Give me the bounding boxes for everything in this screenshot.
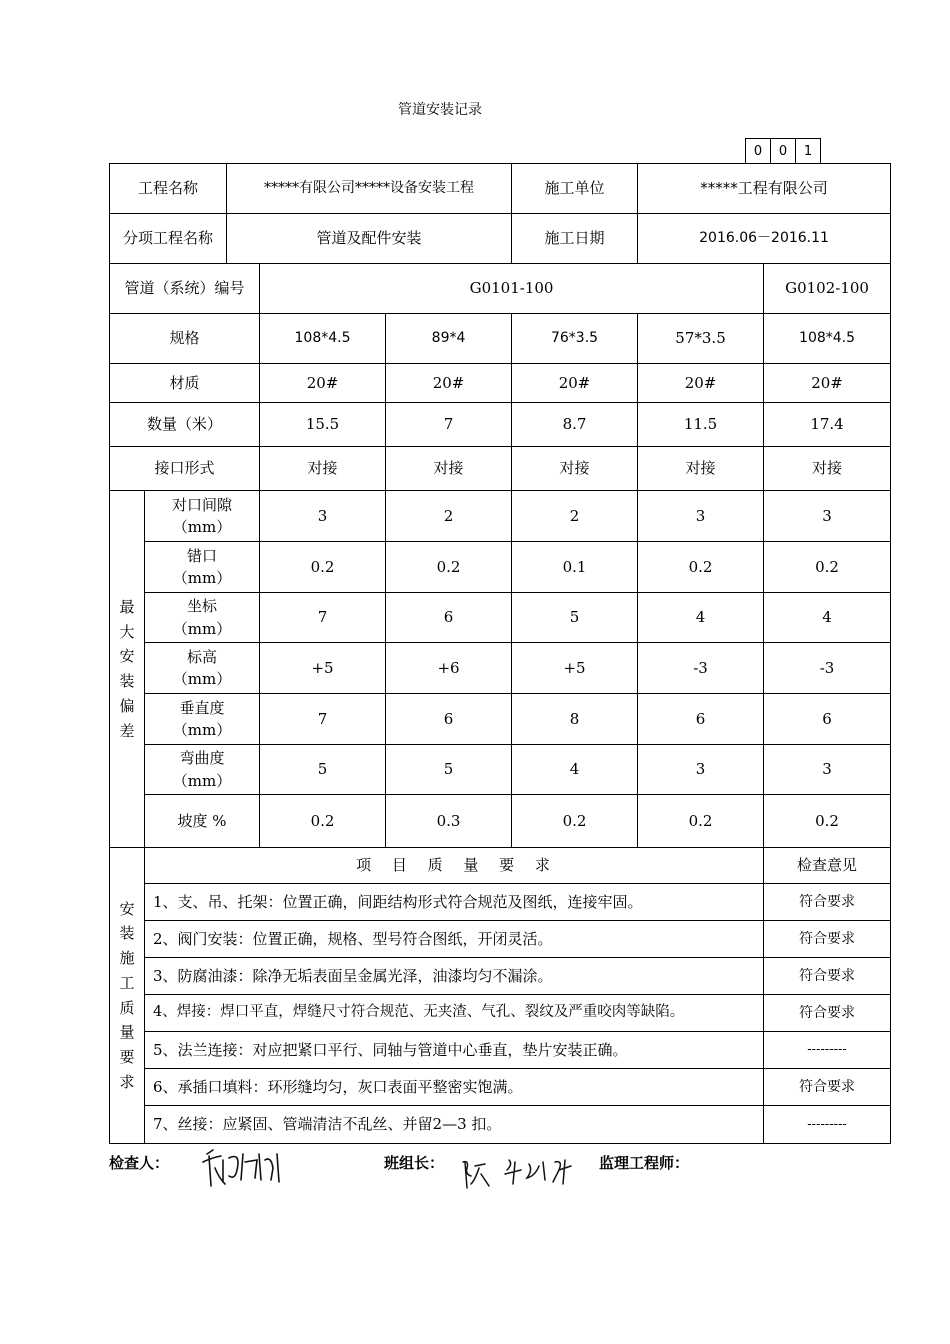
requirement-item: 5、法兰连接：对应把紧口平行、同轴与管道中心垂直，垫片安装正确。	[145, 1032, 764, 1069]
material-cell: 20#	[512, 364, 638, 403]
deviation-cell: 5	[386, 745, 512, 795]
deviation-row-label: 标高 （mm）	[145, 643, 260, 694]
slope-label: 坡度 %	[145, 795, 260, 848]
date-value: 2016.06－2016.11	[638, 214, 891, 264]
opinion-cell: 符合要求	[764, 1069, 891, 1106]
deviation-cell: 8	[512, 694, 638, 745]
pipe-no-value-1: G0101-100	[260, 264, 764, 314]
spec-cell: 108*4.5	[260, 314, 386, 364]
deviation-cell: 3	[764, 491, 891, 542]
deviation-group-label: 最 大 安 装 偏 差	[110, 491, 145, 848]
deviation-cell: 0.2	[260, 542, 386, 593]
opinion-cell: 符合要求	[764, 995, 891, 1032]
slope-cell: 0.2	[512, 795, 638, 848]
requirement-item: 6、承插口填料：环形缝均匀，灰口表面平整密实饱满。	[145, 1069, 764, 1106]
joint-cell: 对接	[638, 447, 764, 491]
quantity-label: 数量（米）	[110, 403, 260, 447]
deviation-cell: 6	[764, 694, 891, 745]
deviation-cell: 5	[512, 593, 638, 643]
deviation-cell: 6	[386, 694, 512, 745]
joint-cell: 对接	[386, 447, 512, 491]
document-number	[745, 138, 821, 164]
deviation-cell: 6	[638, 694, 764, 745]
record-table	[109, 163, 891, 1144]
deviation-cell: 2	[512, 491, 638, 542]
sub-project-label: 分项工程名称	[110, 214, 227, 264]
supervisor-label: 监理工程师：	[599, 1154, 690, 1172]
spec-cell: 76*3.5	[512, 314, 638, 364]
contractor-value: *****工程有限公司	[638, 164, 891, 214]
quality-group-label: 安 装 施 工 质 量 要 求	[110, 848, 145, 1144]
deviation-cell: 0.2	[638, 542, 764, 593]
quantity-cell: 15.5	[260, 403, 386, 447]
requirement-item: 7、丝接：应紧固、管端清洁不乱丝、并留2—3 扣。	[145, 1106, 764, 1144]
slope-cell: 0.3	[386, 795, 512, 848]
doc-no-digit: 0	[771, 139, 796, 164]
page-title: 管道安装记录	[398, 102, 482, 118]
deviation-row-label: 对口间隙 （mm）	[145, 491, 260, 542]
deviation-cell: 6	[386, 593, 512, 643]
team-leader-label: 班组长：	[384, 1154, 445, 1172]
slope-cell: 0.2	[260, 795, 386, 848]
opinion-cell: 符合要求	[764, 958, 891, 995]
quantity-cell: 17.4	[764, 403, 891, 447]
deviation-cell: 3	[260, 491, 386, 542]
deviation-row-label: 弯曲度 （mm）	[145, 745, 260, 795]
joint-cell: 对接	[260, 447, 386, 491]
deviation-cell: +5	[512, 643, 638, 694]
deviation-cell: 0.2	[764, 542, 891, 593]
quantity-cell: 8.7	[512, 403, 638, 447]
opinion-header: 检查意见	[764, 848, 891, 884]
deviation-cell: 3	[764, 745, 891, 795]
pipe-no-label: 管道（系统）编号	[110, 264, 260, 314]
spec-cell: 108*4.5	[764, 314, 891, 364]
doc-no-digit: 1	[796, 139, 821, 164]
deviation-cell: 3	[638, 491, 764, 542]
pipe-no-value-2: G0102-100	[764, 264, 891, 314]
material-cell: 20#	[386, 364, 512, 403]
deviation-cell: -3	[764, 643, 891, 694]
joint-label: 接口形式	[110, 447, 260, 491]
deviation-cell: -3	[638, 643, 764, 694]
material-label: 材质	[110, 364, 260, 403]
inspector-signature	[199, 1140, 299, 1190]
requirement-item: 4、焊接：焊口平直，焊缝尺寸符合规范、无夹渣、气孔、裂纹及严重咬肉等缺陷。	[145, 995, 764, 1032]
deviation-row-label: 坐标 （mm）	[145, 593, 260, 643]
spec-label: 规格	[110, 314, 260, 364]
deviation-row-label: 垂直度 （mm）	[145, 694, 260, 745]
project-name-value: *****有限公司*****设备安装工程	[227, 164, 512, 214]
deviation-row-label: 错口 （mm）	[145, 542, 260, 593]
slope-cell: 0.2	[638, 795, 764, 848]
project-name-label: 工程名称	[110, 164, 227, 214]
quantity-cell: 7	[386, 403, 512, 447]
opinion-cell: 符合要求	[764, 884, 891, 921]
opinion-cell: ---------	[764, 1106, 891, 1144]
material-cell: 20#	[260, 364, 386, 403]
material-cell: 20#	[764, 364, 891, 403]
deviation-cell: 4	[638, 593, 764, 643]
deviation-cell: 7	[260, 593, 386, 643]
deviation-cell: 2	[386, 491, 512, 542]
deviation-cell: 4	[512, 745, 638, 795]
requirement-item: 1、支、吊、托架：位置正确，间距结构形式符合规范及图纸，连接牢固。	[145, 884, 764, 921]
deviation-cell: 7	[260, 694, 386, 745]
slope-cell: 0.2	[764, 795, 891, 848]
requirement-item: 2、阀门安装：位置正确，规格、型号符合图纸，开闭灵活。	[145, 921, 764, 958]
deviation-cell: 0.2	[386, 542, 512, 593]
sub-project-value: 管道及配件安装	[227, 214, 512, 264]
joint-cell: 对接	[512, 447, 638, 491]
deviation-cell: 3	[638, 745, 764, 795]
requirements-header: 项 目 质 量 要 求	[145, 848, 764, 884]
deviation-cell: 5	[260, 745, 386, 795]
inspector-label: 检查人：	[109, 1154, 170, 1172]
date-label: 施工日期	[512, 214, 638, 264]
requirement-item: 3、防腐油漆：除净无垢表面呈金属光泽，油漆均匀不漏涂。	[145, 958, 764, 995]
team-leader-signature	[459, 1152, 589, 1192]
contractor-label: 施工单位	[512, 164, 638, 214]
opinion-cell: ---------	[764, 1032, 891, 1069]
signature-footer	[109, 1152, 890, 1202]
deviation-cell: 4	[764, 593, 891, 643]
material-cell: 20#	[638, 364, 764, 403]
joint-cell: 对接	[764, 447, 891, 491]
spec-cell: 57*3.5	[638, 314, 764, 364]
quantity-cell: 11.5	[638, 403, 764, 447]
deviation-cell: +5	[260, 643, 386, 694]
spec-cell: 89*4	[386, 314, 512, 364]
doc-no-digit: 0	[746, 139, 771, 164]
opinion-cell: 符合要求	[764, 921, 891, 958]
deviation-cell: 0.1	[512, 542, 638, 593]
deviation-cell: +6	[386, 643, 512, 694]
